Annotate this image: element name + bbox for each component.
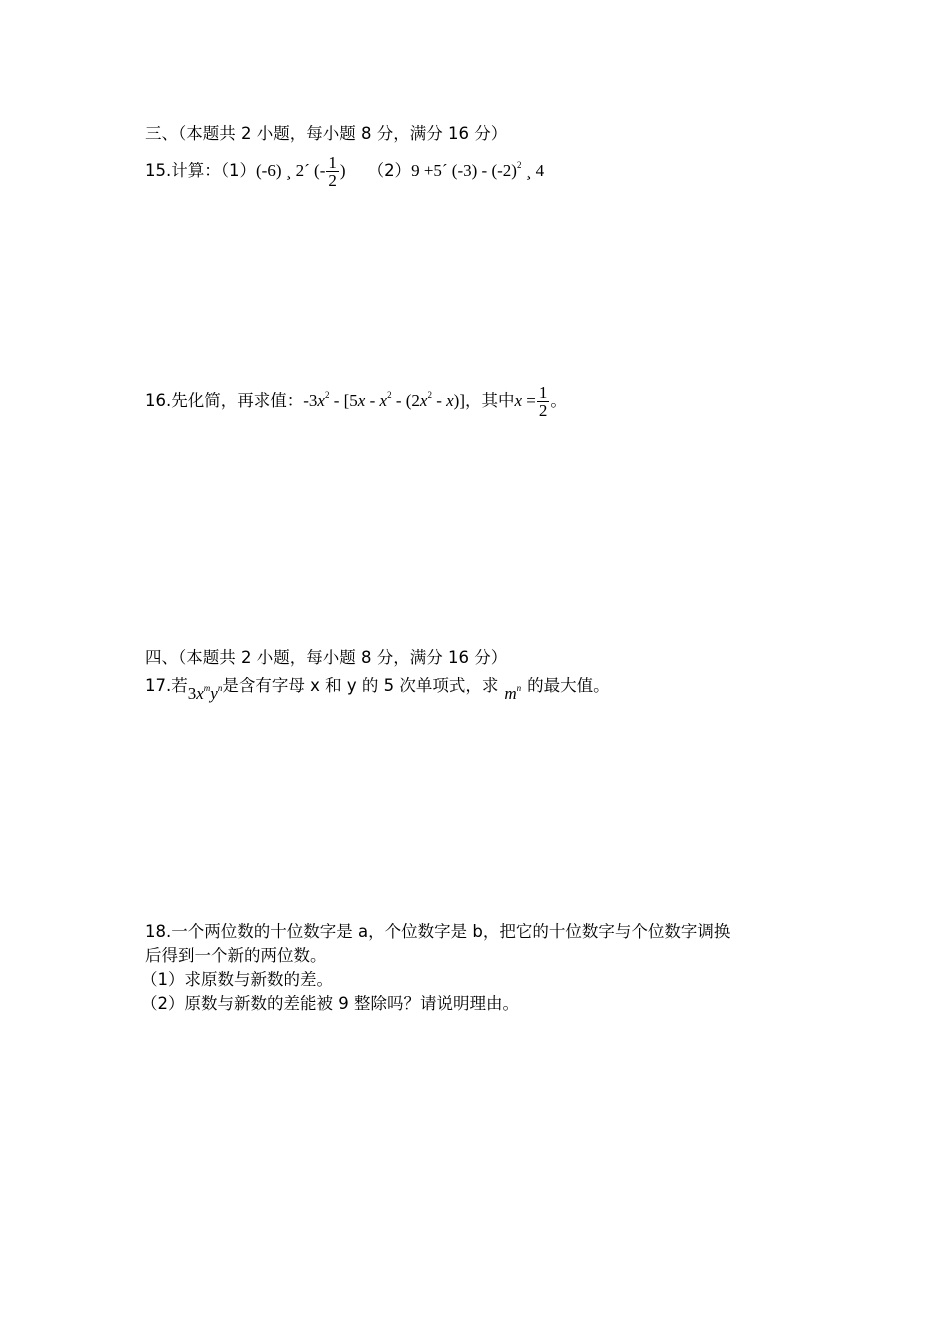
q15-part1-expr-a: (-6) ¸ 2´ (- — [256, 161, 326, 180]
q16-exponent: 2 — [427, 390, 432, 400]
q16-var-x: x — [317, 391, 325, 410]
q17-exponent-m: m — [203, 683, 211, 693]
q17-var-x: x — [196, 684, 204, 703]
q16-var-x: x — [357, 391, 366, 410]
q17-var-y: y — [210, 684, 218, 703]
q15-part2-expr-b: ¸ 4 — [521, 161, 545, 180]
q15-part1-fraction — [326, 154, 339, 189]
q16-end: 。 — [550, 391, 567, 410]
q15-part1-label: （1） — [220, 161, 256, 180]
q16-expr — [303, 391, 465, 410]
q16-expr-part: )] — [453, 391, 465, 410]
q17-monomial — [188, 682, 223, 706]
q17-power — [504, 682, 521, 706]
q16-expr-part: - [5 — [329, 391, 358, 410]
question-17-label: 17.若 — [145, 676, 188, 695]
question-18-part-2: （2）原数与新数的差能被 9 整除吗？请说明理由。 — [141, 994, 519, 1013]
q15-part2-exponent: 2 — [516, 160, 522, 170]
question-15 — [145, 154, 544, 189]
q16-frac-denominator: 2 — [538, 401, 548, 420]
question-18-line-2: 后得到一个新的两位数。 — [145, 946, 327, 965]
question-15-label: 15.计算： — [145, 161, 221, 180]
q16-where: ，其中 — [464, 391, 515, 410]
q17-exponent-n: n — [217, 683, 223, 693]
q16-var-x: x — [514, 391, 523, 410]
question-16-label: 16.先化简，再求值： — [145, 391, 304, 410]
q17-base-m: m — [504, 684, 517, 703]
q16-expr-part: - (2 — [391, 391, 420, 410]
question-18-line-1: 18.一个两位数的十位数字是 a，个位数字是 b，把它的十位数字与个位数字调换 — [145, 922, 731, 941]
q16-exponent: 2 — [387, 390, 392, 400]
q17-exponent-n: n — [516, 683, 522, 693]
q16-expr-part: - — [431, 391, 447, 410]
q16-var-x: x — [419, 391, 428, 410]
q16-expr-part: - — [365, 391, 380, 410]
q16-expr-part: -3 — [303, 391, 318, 410]
q16-exponent: 2 — [324, 390, 330, 400]
question-17 — [145, 674, 610, 706]
q15-part2-label: （2） — [367, 161, 412, 180]
question-18-part-1: （1）求原数与新数的差。 — [141, 970, 333, 989]
q17-text-b: 的最大值。 — [527, 676, 610, 695]
q16-fraction — [537, 384, 550, 419]
q17-text-a: 是含有字母 x 和 y 的 5 次单项式，求 — [222, 676, 499, 695]
q16-var-x: x — [379, 391, 388, 410]
q15-part2-expr-a: 9 +5´ (-3) - (-2) — [411, 161, 517, 180]
question-16 — [145, 384, 567, 419]
q16-var-x: x — [446, 391, 454, 410]
q15-frac-denominator: 2 — [328, 171, 337, 190]
q17-coefficient: 3 — [187, 684, 197, 703]
q15-frac-numerator: 1 — [328, 153, 337, 172]
q16-frac-numerator: 1 — [538, 383, 548, 402]
q16-equals: = — [522, 391, 536, 410]
q15-part1-expr-b: ) — [339, 161, 346, 180]
section-3-heading: 三、（本题共 2 小题，每小题 8 分，满分 16 分） — [145, 124, 508, 143]
section-4-heading: 四、（本题共 2 小题，每小题 8 分，满分 16 分） — [145, 648, 508, 667]
